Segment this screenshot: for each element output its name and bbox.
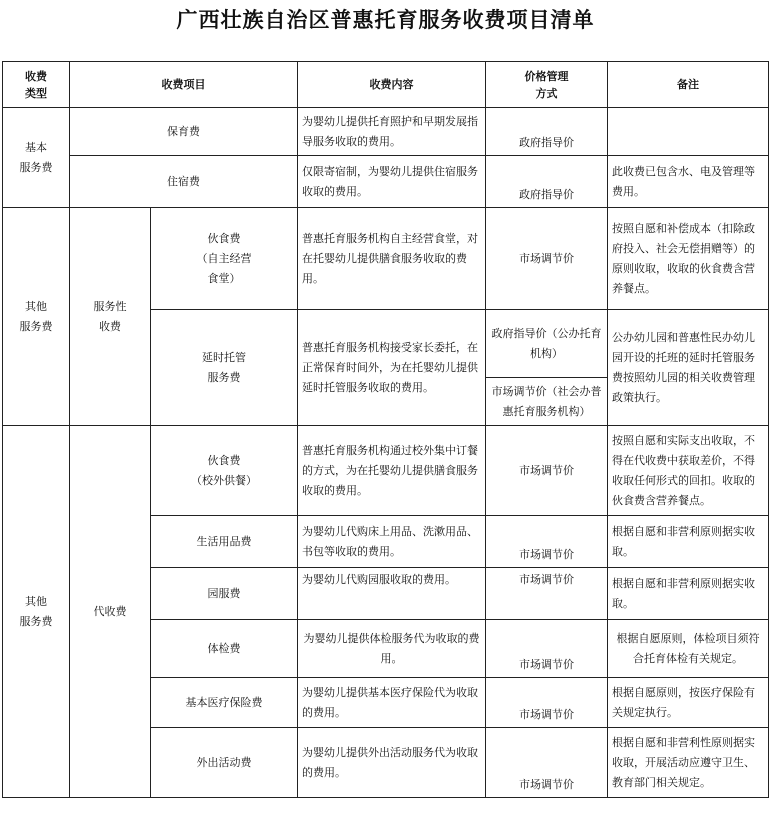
table-row: [3, 208, 769, 310]
remark-cell: 公办幼儿园和普惠性民办幼儿园开设的托班的延时托管服务费按照幼儿园的相关收费管理政策执行。: [608, 310, 769, 426]
remark-cell: 按照自愿和补偿成本（扣除政府投入、社会无偿捐赠等）的原则收取，收取的伙食费含营养餐点。: [608, 208, 769, 310]
content-cell: 为婴幼儿提供外出活动服务代为收取的费用。: [298, 728, 486, 798]
type-cell-basic: 基本 服务费: [3, 108, 70, 208]
header-content: 收费内容: [298, 62, 486, 108]
price-cell: 市场调节价: [486, 728, 608, 798]
remark-cell: 根据自愿和非营利原则据实收取。: [608, 568, 769, 620]
item-cell: 体检费: [151, 620, 298, 678]
category-cell-service: 服务性 收费: [70, 208, 151, 426]
header-row: [3, 62, 769, 108]
header-price-mgmt: 价格管理 方式: [486, 62, 608, 108]
content-cell: 为婴幼儿提供托育照护和早期发展指导服务收取的费用。: [298, 108, 486, 156]
price-cell: 市场调节价: [486, 678, 608, 728]
remark-cell: 根据自愿和非营利原则据实收取。: [608, 516, 769, 568]
item-cell: 基本医疗保险费: [151, 678, 298, 728]
type-cell-other-agency: 其他 服务费: [3, 426, 70, 798]
page-title: 广西壮族自治区普惠托育服务收费项目清单: [176, 7, 595, 32]
header-item: 收费项目: [70, 62, 298, 108]
content-cell: 为婴幼儿提供基本医疗保险代为收取的费用。: [298, 678, 486, 728]
item-cell: 住宿费: [70, 156, 298, 208]
fee-table: [2, 61, 769, 798]
price-cell: 市场调节价: [486, 568, 608, 620]
price-cell: 市场调节价: [486, 516, 608, 568]
item-cell: 伙食费 （校外供餐）: [151, 426, 298, 516]
content-cell: 普惠托育服务机构自主经营食堂，对在托婴幼儿提供膳食服务收取的费用。: [298, 208, 486, 310]
remark-cell: 根据自愿原则，按医疗保险有关规定执行。: [608, 678, 769, 728]
content-cell: 为婴幼儿提供体检服务代为收取的费用。: [298, 620, 486, 678]
price-cell: 市场调节价: [486, 426, 608, 516]
header-type: 收费 类型: [3, 62, 70, 108]
price-cell-private: 市场调节价（社会办普惠托育服务机构）: [486, 378, 608, 426]
header-remark: 备注: [608, 62, 769, 108]
item-cell: 外出活动费: [151, 728, 298, 798]
remark-cell: 按照自愿和实际支出收取，不得在代收费中获取差价，不得收取任何形式的回扣。收取的伙食费含营养餐点。: [608, 426, 769, 516]
category-cell-agency: 代收费: [70, 426, 151, 798]
remark-cell: 此收费已包含水、电及管理等费用。: [608, 156, 769, 208]
table-row: [3, 108, 769, 156]
content-cell: 普惠托育服务机构接受家长委托，在正常保育时间外，为在托婴幼儿提供延时托管服务收取的费用。: [298, 310, 486, 426]
content-cell: 仅限寄宿制，为婴幼儿提供住宿服务收取的费用。: [298, 156, 486, 208]
remark-cell: 根据自愿和非营利性原则据实收取，开展活动应遵守卫生、教育部门相关规定。: [608, 728, 769, 798]
item-cell: 延时托管 服务费: [151, 310, 298, 426]
table-row: [3, 156, 769, 208]
table-row: [3, 426, 769, 516]
type-cell-other-service: 其他 服务费: [3, 208, 70, 426]
price-cell-public: 政府指导价（公办托育机构）: [486, 310, 608, 378]
remark-cell: [608, 108, 769, 156]
item-cell: 园服费: [151, 568, 298, 620]
price-cell: 政府指导价: [486, 156, 608, 208]
price-cell: 市场调节价: [486, 620, 608, 678]
price-cell: 政府指导价: [486, 108, 608, 156]
item-cell: 生活用品费: [151, 516, 298, 568]
content-cell: 为婴幼儿代购园服收取的费用。: [298, 568, 486, 620]
item-cell: 保育费: [70, 108, 298, 156]
content-cell: 为婴幼儿代购床上用品、洗漱用品、书包等收取的费用。: [298, 516, 486, 568]
remark-cell: 根据自愿原则，体检项目须符合托育体检有关规定。: [608, 620, 769, 678]
content-cell: 普惠托育服务机构通过校外集中订餐的方式，为在托婴幼儿提供膳食服务收取的费用。: [298, 426, 486, 516]
price-cell: 市场调节价: [486, 208, 608, 310]
item-cell: 伙食费 （自主经营 食堂）: [151, 208, 298, 310]
